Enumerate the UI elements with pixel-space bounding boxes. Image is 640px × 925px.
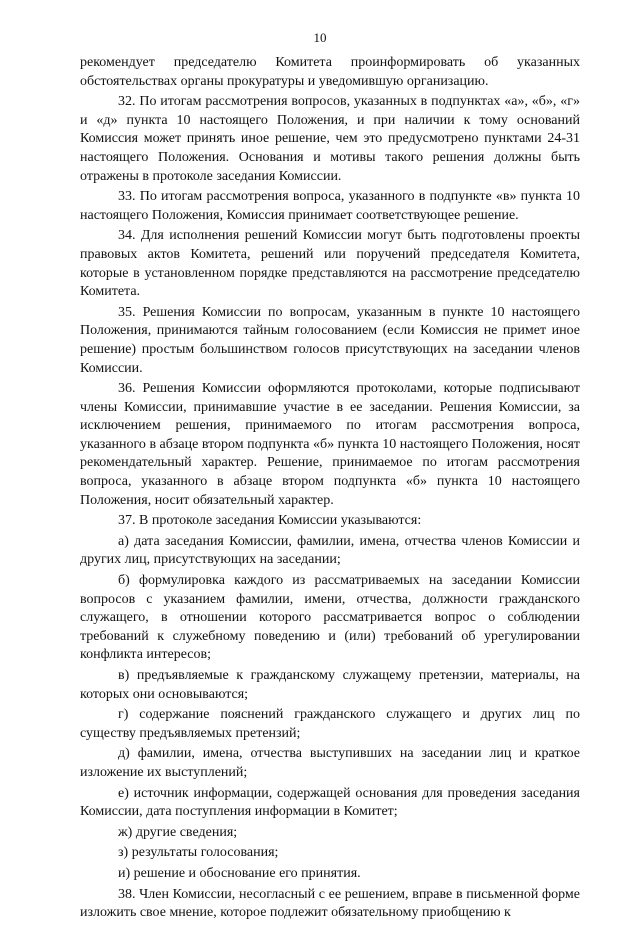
paragraph-38: 38. Член Комиссии, несогласный с ее решением, вправе в письменной форме изложить свое мнение, которое подлежит обязательному приобщению к <box>80 886 580 921</box>
list-item-e: е) источник информации, содержащей основания для проведения заседания Комиссии, дата поступления информации в Комитет; <box>80 785 580 820</box>
list-item-b: б) формулировка каждого из рассматриваемых на заседании Комиссии вопросов с указанием фамилии, имени, отчества, должности гражданского служащего, в отношении которого рассматривается вопрос о соблюдении требований к служебному поведению и (или) требований об урегулировании конфликта интересов; <box>80 573 580 663</box>
document-body <box>80 54 580 925</box>
paragraph-33: 33. По итогам рассмотрения вопроса, указанного в подпункте «в» пункта 10 настоящего Положения, Комиссия принимает соответствующее решение. <box>80 189 580 223</box>
paragraph-34: 34. Для исполнения решений Комиссии могут быть подготовлены проекты правовых актов Комитета, решений или поручений председателя Комитета, которые в установленном порядке представляются на рассмотрение председателю Комитета. <box>80 228 580 300</box>
list-item-g: г) содержание пояснений гражданского служащего и других лиц по существу предъявляемых претензий; <box>80 707 580 741</box>
list-item-i: и) решение и обоснование его принятия. <box>118 865 361 881</box>
list-item-zh: ж) другие сведения; <box>118 824 238 840</box>
paragraph-37: 37. В протоколе заседания Комиссии указываются: <box>118 513 422 529</box>
paragraph-31-continuation: рекомендует председателю Комитета проинформировать об указанных обстоятельствах органы прокуратуры и уведомившую организацию. <box>80 55 580 89</box>
list-item-a: а) дата заседания Комиссии, фамилии, имена, отчества членов Комиссии и других лиц, присутствующих на заседании; <box>80 533 580 568</box>
paragraph-36: 36. Решения Комиссии оформляются протоколами, которые подписывают члены Комиссии, принимавшие участие в ее заседании. Решения Комиссии, за исключением решения, принимаемого по итогам рассмотрения вопроса, указанного в абзаце втором подпункта «б» пункта 10 настоящего Положения, носят рекомендательный характер. Решение, принимаемое по итогам рассмотрения вопроса, указанного в абзаце втором подпункта «б» пункта 10 настоящего Положения, носит обязательный характер. <box>80 381 580 508</box>
list-item-v: в) предъявляемые к гражданскому служащему претензии, материалы, на которых они основываются; <box>80 668 580 702</box>
paragraph-32: 32. По итогам рассмотрения вопросов, указанных в подпунктах «а», «б», «г» и «д» пункта 10 настоящего Положения, и при наличии к тому оснований Комиссия может принять иное решение, чем это предусмотрено пунктами 24-31 настоящего Положения. Основания и мотивы такого решения должны быть отражены в протоколе заседания Комиссии. <box>80 94 580 184</box>
list-item-d: д) фамилии, имена, отчества выступивших на заседании лиц и краткое изложение их выступлений; <box>80 746 580 780</box>
paragraph-35: 35. Решения Комиссии по вопросам, указанным в пункте 10 настоящего Положения, принимаются тайным голосованием (если Комиссия не примет иное решение) простым большинством голосов присутствующих на заседании членов Комиссии. <box>80 304 580 376</box>
list-item-z: з) результаты голосования; <box>118 845 279 861</box>
page-number: 10 <box>313 30 327 45</box>
